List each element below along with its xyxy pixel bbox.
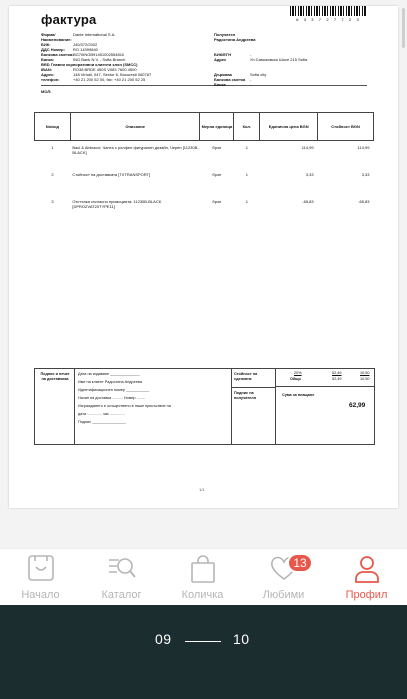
signature-line: Подпис ________________ xyxy=(78,420,126,424)
total-label: Общо xyxy=(290,377,301,381)
cell-no: 3 xyxy=(51,198,54,204)
supplier-row: ДДС Номер: RO 14399840 xyxy=(41,47,98,52)
cell-price: -65,83 xyxy=(302,198,314,204)
supplier-row: телефон: +40 21 200 52 00, fax: +40 21 200 52 25 xyxy=(41,77,146,82)
supplier-row: BRD Главни корпоративни клиенти клон (SMCC) xyxy=(41,62,138,67)
barcode xyxy=(290,6,367,16)
tab-label: Количка xyxy=(181,589,224,601)
supplier-row: Банкова сметка:BG70INGB91451002554810 xyxy=(41,52,125,57)
invoice-page xyxy=(9,6,398,508)
col-header-qty: Кол. xyxy=(234,113,260,141)
client-row: Получател xyxy=(214,32,236,37)
client-row: Държава Sofia city xyxy=(214,72,267,77)
client-name-line: Име на клиент Радостина Андреева xyxy=(78,380,142,384)
cell-description: Стойност на доставката [TXTRANSPORT] xyxy=(72,171,151,177)
col-header-description: Описание xyxy=(70,113,200,141)
pager xyxy=(0,631,407,651)
invoice-title: фактура xyxy=(41,12,97,27)
next-page: 10 xyxy=(233,631,250,647)
cell-qty: 1 xyxy=(245,198,248,204)
table-header-row xyxy=(35,113,374,141)
executed-line: Изграждането е осъществено в наше присъствие на xyxy=(78,404,171,408)
cell-no: 2 xyxy=(51,171,54,177)
supplier-row: БИК: J40/372/2002 xyxy=(41,42,98,47)
col-header-unit: Мерна единица xyxy=(200,113,234,141)
supplier-row: Банка: ING Bank N.V. - Sofia Branch xyxy=(41,57,126,62)
totals-signature-grid xyxy=(34,368,375,445)
cell-total: 3,33 xyxy=(361,171,370,177)
deal-value-label: Стойност на сделката: xyxy=(234,372,258,381)
tab-catalog[interactable] xyxy=(81,549,162,606)
cell-price: 114,99 xyxy=(301,145,314,150)
receiver-sign-label: Подпис на получателя xyxy=(234,391,256,400)
tab-cart[interactable] xyxy=(162,549,243,606)
tab-label: Каталог xyxy=(101,589,142,601)
tab-profile[interactable] xyxy=(326,549,407,606)
home-icon xyxy=(27,554,55,587)
cell-qty: 1 xyxy=(245,145,248,150)
items-table xyxy=(34,112,374,222)
client-row: Банка - xyxy=(214,82,252,87)
barcode-number: 6 3 3 7 2 7 7 2 3 xyxy=(296,17,361,22)
cell-price: 3,33 xyxy=(305,171,314,177)
total-base: 52,49 xyxy=(332,377,342,381)
amount-due-label: Сума за плащане xyxy=(282,393,315,397)
cell-unit: брое xyxy=(212,145,222,150)
current-page: 09 xyxy=(155,631,172,647)
document-scrollbar[interactable] xyxy=(402,8,405,48)
cell-description: Отстъпка съгласно промоцията: 11230B-BLACK [DPROZVAT20TYPE11] xyxy=(72,198,162,209)
table-row xyxy=(35,195,374,222)
tab-favorites[interactable] xyxy=(243,549,324,606)
tab-home[interactable] xyxy=(0,549,81,606)
delivery-info-cell xyxy=(75,369,232,444)
cell-no: 1 xyxy=(51,145,54,150)
cell-total: -65,83 xyxy=(358,198,370,204)
date-time-line: дата .............. час .............. xyxy=(78,412,125,416)
client-row: БИК/ЕГН - xyxy=(214,52,252,57)
vat-base: 52,49 xyxy=(332,371,342,375)
cell-unit: брое xyxy=(212,198,222,204)
amount-due-value: 62,99 xyxy=(349,402,366,409)
cell-description: Baci & Abbracci, Чанта с ролфен фигурален дизайн, Черен [11230B-BLACK] xyxy=(72,145,199,155)
vat-percent: 20% xyxy=(294,371,302,375)
cell-qty: 1 xyxy=(245,171,248,177)
bag-icon xyxy=(189,554,217,589)
tab-label: Любими xyxy=(262,589,305,601)
table-row xyxy=(35,168,374,195)
client-row: Банкова сметка - xyxy=(214,77,252,82)
gallery-pager-strip[interactable] xyxy=(0,605,407,699)
tab-label: Профил xyxy=(345,589,388,601)
person-icon xyxy=(353,554,381,589)
vat-amount: 10,50 xyxy=(360,371,370,375)
col-header-no: No/код xyxy=(35,113,71,141)
cell-unit: брое xyxy=(212,171,222,177)
client-name: Радостина Андреева xyxy=(214,37,256,42)
catalog-search-icon xyxy=(107,554,137,587)
table-row xyxy=(35,141,374,168)
vat-summary xyxy=(276,369,374,387)
deal-label-cell xyxy=(232,369,276,444)
col-header-total: Стойност BGN xyxy=(318,113,374,141)
col-header-unit-price: Единична цена BGN xyxy=(260,113,318,141)
date-issue: Дата на издаване ______________ xyxy=(78,372,140,376)
supplier-row: Наименование: xyxy=(41,37,72,42)
id-number-line: Идентификационен номер ___________ xyxy=(78,388,150,392)
favorites-badge: 13 xyxy=(287,553,313,573)
divider xyxy=(41,85,367,86)
bottom-tab-bar xyxy=(0,548,407,605)
total-vat: 10,50 xyxy=(360,377,370,381)
delivery-method-line: Начин на доставка .......... Номер ........ xyxy=(78,396,146,400)
tab-label: Начало xyxy=(21,589,60,601)
cell-total: 114,99 xyxy=(357,145,370,150)
client-row: Адрес Ул.Самоковско Шосе 215 Sofia xyxy=(214,57,308,62)
supplier-sign-cell xyxy=(35,369,75,444)
supplier-row: Адрес: 148 Virtuții, 047, Sector 6, București 060787 xyxy=(41,72,152,77)
supplier-row: IBAN: RO38 BRDE 450S V083 7600 4500 xyxy=(41,67,137,72)
pager-divider xyxy=(185,641,221,642)
supplier-sign-label: Подпис и печат на доставчика xyxy=(40,372,70,381)
page-number: 1/1 xyxy=(199,487,205,492)
supplier-row: Фирма/ Dante International S.A. xyxy=(41,32,116,37)
mol-label: МОЛ: xyxy=(41,89,52,94)
